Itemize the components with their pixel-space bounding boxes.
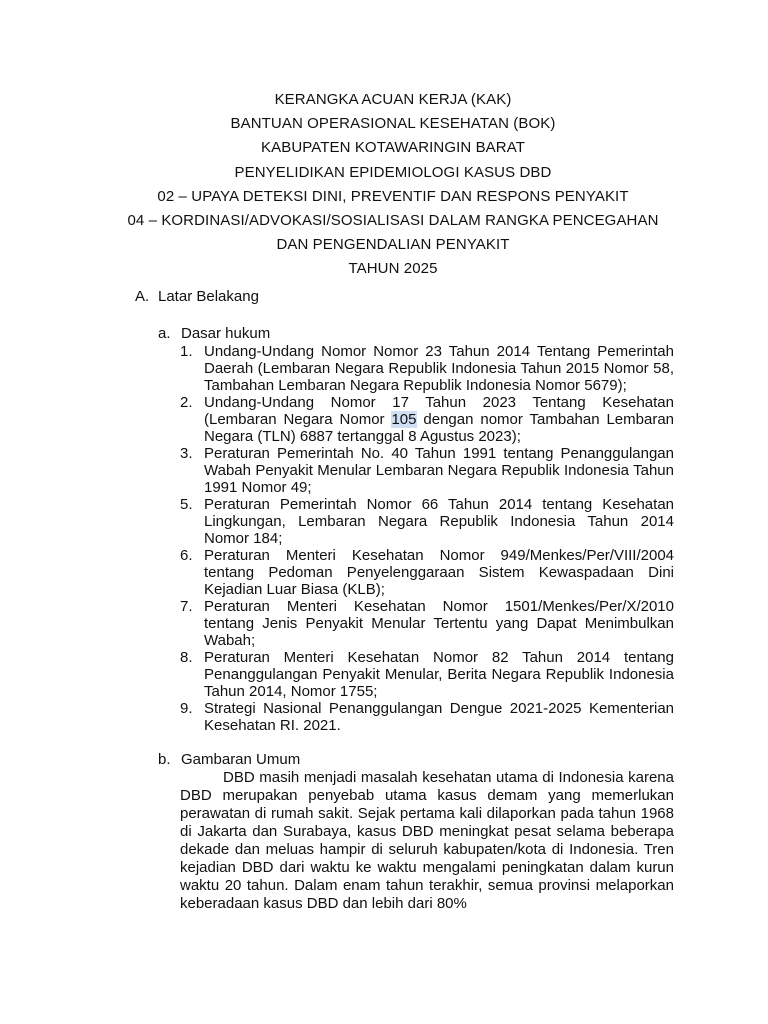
- text-segment: Undang-Undang Nomor 17 Tahun 2023 Tentang Kesehatan (Lembaran Negara Nomor: [204, 394, 674, 428]
- list-item: [180, 649, 674, 700]
- list-item: [180, 445, 674, 496]
- list-item-number: 2.: [180, 394, 193, 411]
- text-segment: dengan nomor Tambahan Lembaran Negara (TLN) 6887 tertanggal 8 Agustus 2023);: [204, 411, 675, 445]
- title-line-8: TAHUN 2025: [348, 260, 438, 278]
- title-line-4: PENYELIDIKAN EPIDEMIOLOGI KASUS DBD: [234, 163, 552, 181]
- list-item: [180, 700, 674, 734]
- section-label: Latar Belakang: [158, 288, 259, 305]
- list-item-text: Peraturan Menteri Kesehatan Nomor 949/Menkes/Per/VIII/2004 tentang Pedoman Penyelenggaraan Sistem Kewaspadaan Dini Kejadian Luar Biasa (KLB);: [204, 547, 674, 598]
- subheading-gambaran-umum: [158, 751, 300, 768]
- list-item-number: 7.: [180, 598, 193, 615]
- highlighted-text: 105: [391, 411, 417, 428]
- subheading-dasar-hukum: [158, 325, 270, 342]
- list-item-text: Peraturan Menteri Kesehatan Nomor 82 Tahun 2014 tentang Penanggulangan Penyakit Menular, Berita Negara Republik Indonesia Tahun 2014, Nomor 1755;: [204, 649, 674, 700]
- list-item-number: 1.: [180, 343, 193, 360]
- title-line-6: 04 – KORDINASI/ADVOKASI/SOSIALISASI DALAM RANGKA PENCEGAHAN: [127, 212, 659, 230]
- list-item-number: 6.: [180, 547, 193, 564]
- section-marker: A.: [135, 288, 150, 305]
- list-item-number: 3.: [180, 445, 193, 462]
- subheading-marker: a.: [158, 325, 171, 342]
- title-line-7: DAN PENGENDALIAN PENYAKIT: [276, 236, 510, 254]
- list-item-text: Strategi Nasional Penanggulangan Dengue 2021-2025 Kementerian Kesehatan RI. 2021.: [204, 700, 674, 734]
- list-item-number: 5.: [180, 496, 193, 513]
- title-line-3: KABUPATEN KOTAWARINGIN BARAT: [261, 139, 525, 157]
- list-item: [180, 547, 674, 598]
- title-line-1: KERANGKA ACUAN KERJA (KAK): [274, 91, 512, 108]
- list-item: [180, 598, 674, 649]
- list-item: [180, 394, 674, 445]
- body-paragraph: DBD masih menjadi masalah kesehatan utama di Indonesia karena DBD merupakan penyebab utama kasus demam yang memerlukan perawatan di rumah sakit. Sejak pertama kali dilaporkan pada tahun 1968 di Jakarta dan Surabaya, kasus DBD meningkat pesat selama beberapa dekade dan meluas hampir di seluruh kabupaten/kota di Indonesia. Tren kejadian DBD dari waktu ke waktu mengalami peningkatan dalam kurun waktu 20 tahun. Dalam enam tahun terakhir, semua provinsi melaporkan keberadaan kasus DBD dan lebih dari 80%: [180, 769, 674, 912]
- list-item: [180, 496, 674, 547]
- title-line-5: 02 – UPAYA DETEKSI DINI, PREVENTIF DAN RESPONS PENYAKIT: [157, 187, 629, 205]
- legal-basis-list: [180, 343, 674, 734]
- title-line-2: BANTUAN OPERASIONAL KESEHATAN (BOK): [230, 115, 556, 133]
- list-item-text: Peraturan Pemerintah Nomor 66 Tahun 2014 tentang Kesehatan Lingkungan, Lembaran Negara Republik Indonesia Tahun 2014 Nomor 184;: [204, 496, 674, 547]
- subheading-label: Gambaran Umum: [181, 751, 301, 768]
- list-item-text: Undang-Undang Nomor Nomor 23 Tahun 2014 Tentang Pemerintah Daerah (Lembaran Negara Republik Indonesia Tahun 2015 Nomor 58, Tambahan Lembaran Negara Republik Indonesia Nomor 5679);: [204, 343, 674, 394]
- list-item: [180, 343, 674, 394]
- list-item-text: Peraturan Menteri Kesehatan Nomor 1501/Menkes/Per/X/2010 tentang Jenis Penyakit Menular Tertentu yang Dapat Menimbulkan Wabah;: [204, 598, 674, 649]
- document-title-block: [100, 88, 686, 282]
- list-item-number: 9.: [180, 700, 193, 717]
- list-item-number: 8.: [180, 649, 193, 666]
- subheading-label: Dasar hukum: [181, 325, 271, 342]
- subheading-marker: b.: [158, 751, 171, 768]
- list-item-text: Peraturan Pemerintah No. 40 Tahun 1991 tentang Penanggulangan Wabah Penyakit Menular Lembaran Negara Republik Indonesia Tahun 1991 Nomor 49;: [204, 445, 674, 496]
- section-heading-latar-belakang: [135, 288, 259, 306]
- list-item-text: [204, 394, 674, 445]
